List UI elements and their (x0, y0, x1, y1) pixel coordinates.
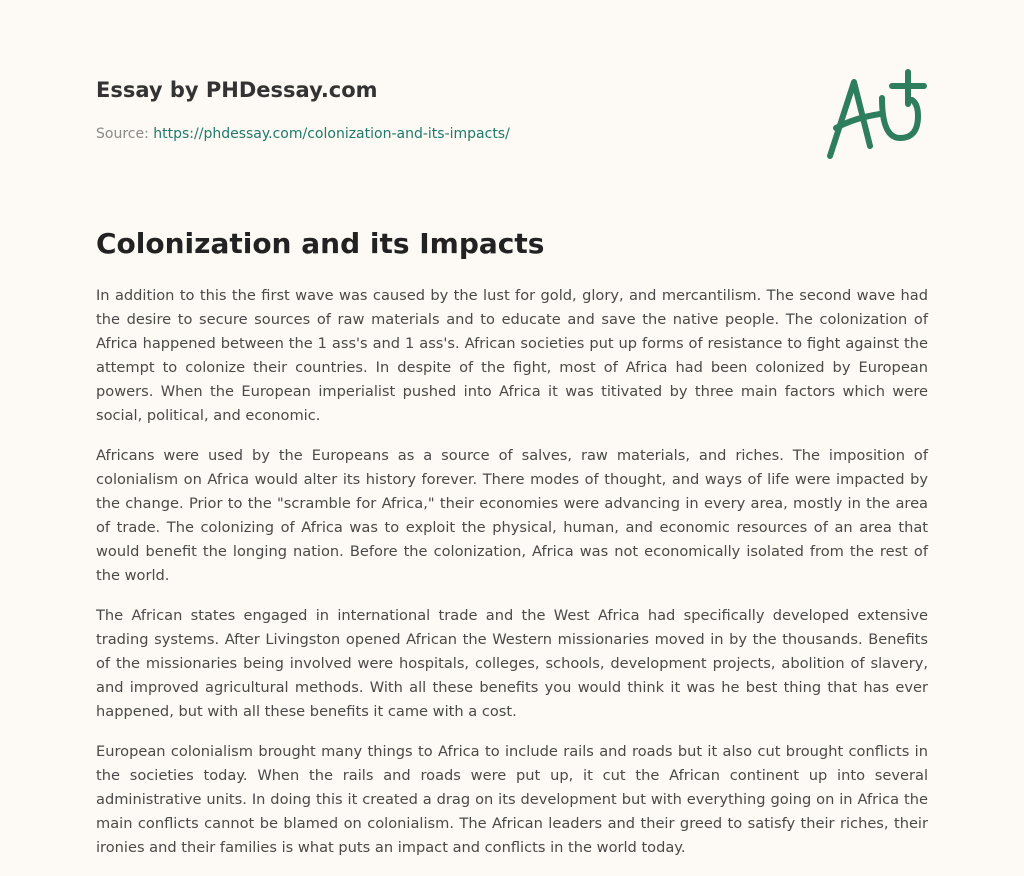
source-link[interactable]: https://phdessay.com/colonization-and-its-impacts/ (153, 126, 510, 142)
source-line (96, 124, 796, 144)
essay-paragraph: Africans were used by the Europeans as a source of salves, raw materials, and riches. The imposition of colonialism on Africa would alter its history forever. There modes of thought, and ways of life were impacted by the change. Prior to the "scramble for Africa," their economies were advancing in every area, mostly in the area of trade. The colonizing of Africa was to exploit the physical, human, and economic resources of an area that would benefit the longing nation. Before the colonization, Africa was not economically isolated from the rest of the world. (96, 447, 928, 584)
essay-paragraph: The African states engaged in international trade and the West Africa had specifically developed extensive trading systems. After Livingston opened African the Western missionaries moved in by the thousands. Benefits of the missionaries being involved were hospitals, colleges, schools, development projects, abolition of slavery, and improved agricultural methods. With all these benefits you would think it was he best thing that has ever happened, but with all these benefits it came with a cost. (96, 607, 928, 720)
site-title: Essay by PHDessay.com (96, 78, 378, 102)
source-label: Source: (96, 126, 154, 142)
page-header (96, 76, 796, 144)
essay-title: Colonization and its Impacts (96, 227, 545, 260)
essay-body (96, 284, 928, 876)
a-plus-grade-icon (818, 64, 934, 168)
essay-paragraph: In addition to this the first wave was caused by the lust for gold, glory, and mercantilism. The second wave had the desire to secure sources of raw materials and to educate and save the native people. The colonization of Africa happened between the 1 ass's and 1 ass's. African societies put up forms of resistance to fight against the attempt to colonize their countries. In despite of the fight, most of Africa had been colonized by European powers. When the European imperialist pushed into Africa it was titivated by three main factors which were social, political, and economic. (96, 287, 928, 424)
essay-paragraph: European colonialism brought many things to Africa to include rails and roads but it also cut brought conflicts in the societies today. When the rails and roads were put up, it cut the African continent up into several administrative units. In doing this it created a drag on its development but with everything going on in Africa the main conflicts cannot be blamed on colonialism. The African leaders and their greed to satisfy their riches, their ironies and their families is what puts an impact and conflicts in the world today. (96, 743, 928, 856)
